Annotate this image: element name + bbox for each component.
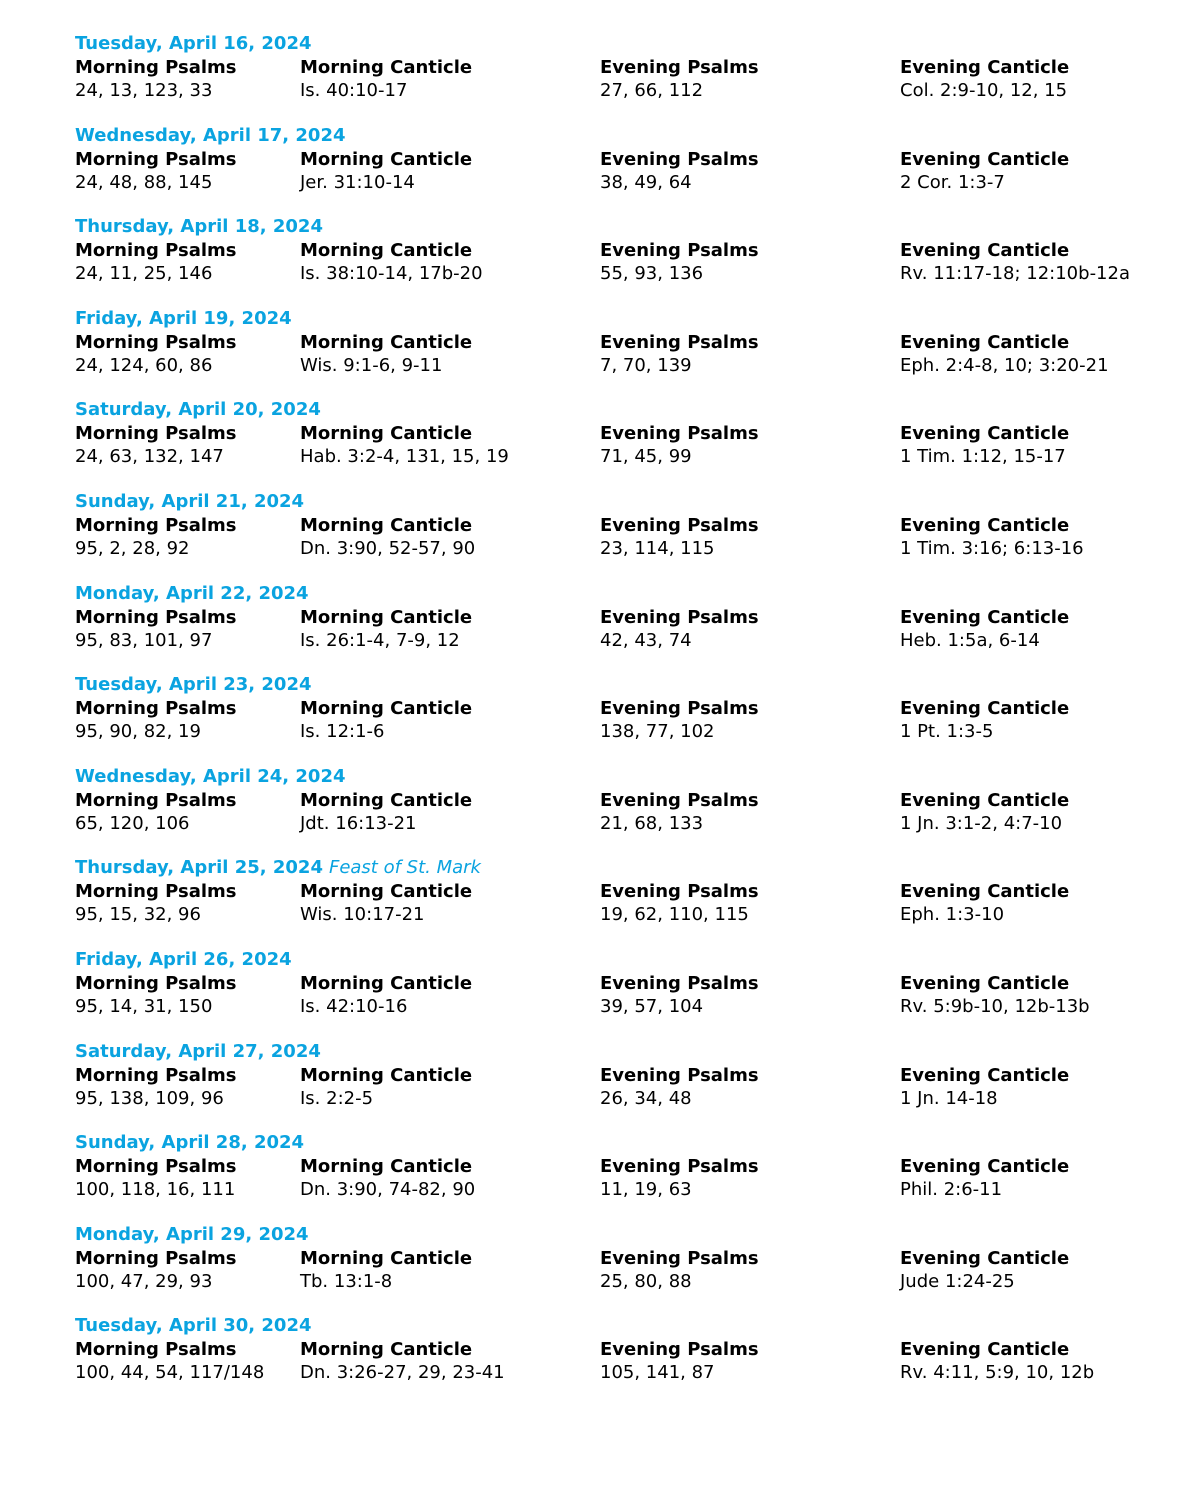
morning-canticle-column (300, 880, 472, 926)
day-date-heading (75, 125, 346, 147)
morning-psalms-value: 24, 124, 60, 86 (75, 354, 213, 376)
evening-canticle-column (900, 422, 1069, 468)
morning-psalms-value: 100, 118, 16, 111 (75, 1179, 236, 1201)
day-entry (0, 125, 1200, 217)
evening-psalms-value: 21, 68, 133 (600, 812, 704, 834)
morning-canticle-value: Is. 26:1-4, 7-9, 12 (300, 629, 460, 651)
morning-canticle-value: Is. 38:10-14, 17b-20 (300, 263, 483, 285)
morning-canticle-column (300, 239, 483, 285)
evening-canticle-value: Col. 2:9-10, 12, 15 (900, 80, 1068, 101)
evening-psalms-value: 7, 70, 139 (600, 354, 692, 376)
day-entry (0, 308, 1200, 400)
morning-psalms-value: 95, 90, 82, 19 (75, 721, 201, 743)
morning-canticle-column (300, 331, 472, 377)
day-entry (0, 491, 1200, 583)
evening-psalms-header: Evening Psalms (600, 881, 759, 903)
morning-psalms-header: Morning Psalms (75, 514, 237, 536)
evening-psalms-header: Evening Psalms (600, 514, 759, 536)
day-entry (0, 216, 1200, 308)
evening-canticle-header: Evening Canticle (900, 881, 1070, 903)
evening-canticle-value: 1 Tim. 3:16; 6:13-16 (900, 537, 1084, 559)
evening-canticle-column (900, 972, 1090, 1018)
morning-canticle-header: Morning Canticle (300, 972, 473, 994)
morning-canticle-value: Jer. 31:10-14 (300, 171, 415, 193)
evening-psalms-value: 138, 77, 102 (600, 721, 715, 743)
evening-psalms-column (600, 972, 759, 1018)
evening-psalms-column (600, 1338, 759, 1384)
evening-canticle-header: Evening Canticle (900, 1247, 1070, 1269)
evening-psalms-value: 55, 93, 136 (600, 263, 704, 285)
morning-canticle-header: Morning Canticle (300, 698, 473, 720)
evening-psalms-header: Evening Psalms (600, 1064, 759, 1086)
evening-psalms-value: 42, 43, 74 (600, 629, 692, 651)
morning-canticle-value: Is. 42:10-16 (300, 995, 408, 1017)
morning-psalms-column (75, 1064, 236, 1110)
morning-psalms-header: Morning Psalms (75, 698, 237, 720)
morning-psalms-column (75, 606, 236, 652)
morning-canticle-column (300, 1338, 505, 1384)
day-date: Monday, April 29, 2024 (75, 1223, 309, 1245)
day-date: Wednesday, April 17, 2024 (75, 124, 346, 146)
morning-psalms-column (75, 422, 236, 468)
evening-canticle-value: Rv. 11:17-18; 12:10b-12a (900, 263, 1130, 285)
day-date: Friday, April 19, 2024 (75, 307, 292, 329)
morning-psalms-column (75, 880, 236, 926)
evening-psalms-column (600, 1247, 759, 1293)
evening-psalms-column (600, 697, 759, 743)
morning-psalms-column (75, 56, 236, 102)
day-date: Tuesday, April 16, 2024 (75, 33, 312, 54)
morning-canticle-value: Is. 12:1-6 (300, 721, 385, 743)
morning-psalms-header: Morning Psalms (75, 331, 237, 353)
morning-psalms-column (75, 789, 236, 835)
morning-canticle-value: Hab. 3:2-4, 131, 15, 19 (300, 446, 509, 468)
day-entry (0, 1132, 1200, 1224)
evening-psalms-column (600, 880, 759, 926)
evening-canticle-column (900, 56, 1069, 102)
morning-canticle-value: Tb. 13:1-8 (300, 1270, 393, 1292)
day-date-heading (75, 1041, 321, 1063)
morning-canticle-column (300, 606, 472, 652)
day-date-heading (75, 1132, 304, 1154)
morning-canticle-header: Morning Canticle (300, 1339, 473, 1361)
morning-psalms-header: Morning Psalms (75, 57, 237, 78)
morning-psalms-header: Morning Psalms (75, 1339, 237, 1361)
day-entry (0, 1224, 1200, 1316)
evening-psalms-value: 25, 80, 88 (600, 1270, 692, 1292)
day-entry (0, 949, 1200, 1041)
evening-canticle-value: Eph. 2:4-8, 10; 3:20-21 (900, 354, 1109, 376)
day-entry (0, 766, 1200, 858)
evening-psalms-header: Evening Psalms (600, 240, 759, 262)
evening-canticle-column (900, 697, 1069, 743)
evening-psalms-value: 105, 141, 87 (600, 1362, 715, 1384)
morning-psalms-header: Morning Psalms (75, 148, 237, 170)
day-date: Thursday, April 18, 2024 (75, 216, 323, 238)
morning-psalms-value: 100, 47, 29, 93 (75, 1270, 213, 1292)
morning-psalms-value: 24, 11, 25, 146 (75, 263, 213, 285)
morning-psalms-header: Morning Psalms (75, 789, 237, 811)
evening-psalms-header: Evening Psalms (600, 698, 759, 720)
evening-psalms-column (600, 514, 759, 560)
evening-psalms-value: 39, 57, 104 (600, 995, 704, 1017)
morning-psalms-column (75, 239, 236, 285)
morning-psalms-column (75, 331, 236, 377)
morning-canticle-column (300, 148, 472, 194)
morning-canticle-header: Morning Canticle (300, 1247, 473, 1269)
morning-canticle-column (300, 697, 472, 743)
morning-canticle-header: Morning Canticle (300, 606, 473, 628)
morning-psalms-value: 100, 44, 54, 117/148 (75, 1362, 265, 1384)
evening-psalms-value: 38, 49, 64 (600, 171, 692, 193)
day-date-heading (75, 216, 323, 238)
morning-canticle-column (300, 56, 472, 102)
evening-psalms-header: Evening Psalms (600, 972, 759, 994)
evening-canticle-column (900, 1064, 1069, 1110)
evening-psalms-column (600, 239, 759, 285)
day-date: Saturday, April 20, 2024 (75, 399, 321, 421)
morning-canticle-value: Wis. 10:17-21 (300, 904, 425, 926)
morning-psalms-value: 95, 2, 28, 92 (75, 537, 190, 559)
morning-canticle-header: Morning Canticle (300, 1064, 473, 1086)
morning-canticle-header: Morning Canticle (300, 514, 473, 536)
morning-psalms-value: 95, 15, 32, 96 (75, 904, 201, 926)
evening-canticle-column (900, 1338, 1094, 1384)
evening-canticle-header: Evening Canticle (900, 1339, 1070, 1361)
evening-psalms-value: 11, 19, 63 (600, 1179, 692, 1201)
evening-psalms-header: Evening Psalms (600, 423, 759, 445)
evening-canticle-value: 2 Cor. 1:3-7 (900, 171, 1005, 193)
day-entry (0, 33, 1200, 125)
evening-canticle-header: Evening Canticle (900, 331, 1070, 353)
evening-canticle-value: Rv. 5:9b-10, 12b-13b (900, 995, 1090, 1017)
evening-canticle-header: Evening Canticle (900, 57, 1070, 78)
evening-canticle-header: Evening Canticle (900, 423, 1070, 445)
morning-psalms-header: Morning Psalms (75, 1156, 237, 1178)
day-date-heading (75, 1224, 309, 1246)
morning-psalms-column (75, 148, 236, 194)
evening-psalms-value: 26, 34, 48 (600, 1087, 692, 1109)
day-entry (0, 399, 1200, 491)
morning-psalms-value: 24, 13, 123, 33 (75, 80, 213, 101)
evening-canticle-header: Evening Canticle (900, 148, 1070, 170)
evening-psalms-value: 23, 114, 115 (600, 537, 715, 559)
evening-canticle-column (900, 1155, 1069, 1201)
morning-psalms-column (75, 697, 236, 743)
day-date: Thursday, April 25, 2024 (75, 857, 323, 879)
evening-psalms-value: 71, 45, 99 (600, 446, 692, 468)
morning-psalms-header: Morning Psalms (75, 1247, 237, 1269)
morning-psalms-column (75, 1155, 236, 1201)
day-date-heading (75, 308, 292, 330)
morning-psalms-header: Morning Psalms (75, 423, 237, 445)
day-date: Saturday, April 27, 2024 (75, 1040, 321, 1062)
day-date-heading (75, 949, 292, 971)
evening-psalms-header: Evening Psalms (600, 1339, 759, 1361)
evening-canticle-header: Evening Canticle (900, 1064, 1070, 1086)
morning-canticle-column (300, 1247, 472, 1293)
evening-canticle-column (900, 789, 1069, 835)
day-date-heading (75, 491, 304, 513)
day-entry (0, 1315, 1200, 1407)
morning-psalms-header: Morning Psalms (75, 972, 237, 994)
morning-canticle-header: Morning Canticle (300, 240, 473, 262)
day-date: Sunday, April 21, 2024 (75, 490, 305, 512)
morning-psalms-value: 95, 14, 31, 150 (75, 995, 213, 1017)
evening-psalms-header: Evening Psalms (600, 789, 759, 811)
evening-canticle-value: 1 Tim. 1:12, 15-17 (900, 446, 1066, 468)
evening-canticle-column (900, 880, 1069, 926)
day-date: Wednesday, April 24, 2024 (75, 765, 346, 787)
day-date-heading (75, 583, 309, 605)
day-entry (0, 857, 1200, 949)
evening-psalms-header: Evening Psalms (600, 57, 759, 78)
morning-canticle-value: Dn. 3:90, 52-57, 90 (300, 537, 476, 559)
day-date-heading (75, 33, 312, 55)
evening-canticle-value: Heb. 1:5a, 6-14 (900, 629, 1040, 651)
evening-canticle-column (900, 1247, 1069, 1293)
day-date-heading (75, 857, 481, 879)
morning-psalms-value: 65, 120, 106 (75, 812, 190, 834)
morning-psalms-column (75, 514, 236, 560)
morning-psalms-value: 95, 138, 109, 96 (75, 1087, 224, 1109)
morning-psalms-value: 95, 83, 101, 97 (75, 629, 213, 651)
morning-canticle-column (300, 422, 509, 468)
day-date-heading (75, 1315, 312, 1337)
day-date: Sunday, April 28, 2024 (75, 1132, 305, 1154)
evening-psalms-header: Evening Psalms (600, 1156, 759, 1178)
evening-psalms-header: Evening Psalms (600, 606, 759, 628)
evening-canticle-header: Evening Canticle (900, 1156, 1070, 1178)
morning-canticle-value: Wis. 9:1-6, 9-11 (300, 354, 443, 376)
evening-canticle-value: 1 Jn. 3:1-2, 4:7-10 (900, 812, 1063, 834)
evening-canticle-value: Jude 1:24-25 (900, 1270, 1015, 1292)
evening-canticle-value: 1 Pt. 1:3-5 (900, 721, 994, 743)
morning-psalms-column (75, 972, 236, 1018)
morning-psalms-value: 24, 63, 132, 147 (75, 446, 224, 468)
evening-psalms-column (600, 56, 759, 102)
day-date-heading (75, 399, 321, 421)
day-date-heading (75, 766, 346, 788)
morning-canticle-column (300, 972, 472, 1018)
morning-psalms-header: Morning Psalms (75, 1064, 237, 1086)
morning-canticle-column (300, 514, 475, 560)
morning-canticle-header: Morning Canticle (300, 148, 473, 170)
morning-psalms-value: 24, 48, 88, 145 (75, 171, 213, 193)
evening-psalms-column (600, 606, 759, 652)
day-date-heading (75, 674, 312, 696)
morning-canticle-value: Is. 40:10-17 (300, 80, 408, 101)
evening-psalms-column (600, 789, 759, 835)
morning-canticle-column (300, 1155, 475, 1201)
evening-psalms-column (600, 1064, 759, 1110)
morning-psalms-header: Morning Psalms (75, 881, 237, 903)
evening-canticle-column (900, 606, 1069, 652)
evening-canticle-value: Eph. 1:3-10 (900, 904, 1005, 926)
evening-psalms-header: Evening Psalms (600, 331, 759, 353)
day-entry (0, 583, 1200, 675)
evening-canticle-column (900, 331, 1109, 377)
morning-canticle-value: Is. 2:2-5 (300, 1087, 374, 1109)
morning-canticle-header: Morning Canticle (300, 423, 473, 445)
day-date: Friday, April 26, 2024 (75, 948, 292, 970)
evening-psalms-column (600, 1155, 759, 1201)
morning-canticle-value: Dn. 3:90, 74-82, 90 (300, 1179, 476, 1201)
evening-psalms-column (600, 148, 759, 194)
morning-canticle-header: Morning Canticle (300, 881, 473, 903)
morning-canticle-header: Morning Canticle (300, 331, 473, 353)
morning-canticle-header: Morning Canticle (300, 1156, 473, 1178)
day-entry (0, 674, 1200, 766)
evening-canticle-header: Evening Canticle (900, 514, 1070, 536)
morning-canticle-column (300, 789, 472, 835)
evening-psalms-column (600, 422, 759, 468)
evening-psalms-value: 27, 66, 112 (600, 80, 704, 101)
evening-canticle-value: 1 Jn. 14-18 (900, 1087, 998, 1109)
morning-canticle-header: Morning Canticle (300, 57, 473, 78)
evening-canticle-value: Rv. 4:11, 5:9, 10, 12b (900, 1362, 1095, 1384)
evening-canticle-header: Evening Canticle (900, 972, 1070, 994)
evening-canticle-value: Phil. 2:6-11 (900, 1179, 1003, 1201)
evening-canticle-column (900, 148, 1069, 194)
day-date: Monday, April 22, 2024 (75, 582, 309, 604)
evening-psalms-column (600, 331, 759, 377)
evening-canticle-header: Evening Canticle (900, 789, 1070, 811)
day-entry (0, 1041, 1200, 1133)
evening-canticle-header: Evening Canticle (900, 698, 1070, 720)
morning-canticle-value: Dn. 3:26-27, 29, 23-41 (300, 1362, 505, 1384)
evening-psalms-header: Evening Psalms (600, 1247, 759, 1269)
day-date: Tuesday, April 30, 2024 (75, 1315, 312, 1337)
evening-psalms-value: 19, 62, 110, 115 (600, 904, 749, 926)
morning-psalms-header: Morning Psalms (75, 606, 237, 628)
evening-canticle-header: Evening Canticle (900, 240, 1070, 262)
feast-label: Feast of St. Mark (328, 857, 481, 879)
morning-canticle-value: Jdt. 16:13-21 (300, 812, 417, 834)
evening-canticle-header: Evening Canticle (900, 606, 1070, 628)
morning-psalms-column (75, 1338, 264, 1384)
morning-psalms-header: Morning Psalms (75, 240, 237, 262)
morning-psalms-column (75, 1247, 236, 1293)
day-date: Tuesday, April 23, 2024 (75, 674, 312, 696)
evening-psalms-header: Evening Psalms (600, 148, 759, 170)
morning-canticle-header: Morning Canticle (300, 789, 473, 811)
morning-canticle-column (300, 1064, 472, 1110)
evening-canticle-column (900, 239, 1130, 285)
evening-canticle-column (900, 514, 1084, 560)
